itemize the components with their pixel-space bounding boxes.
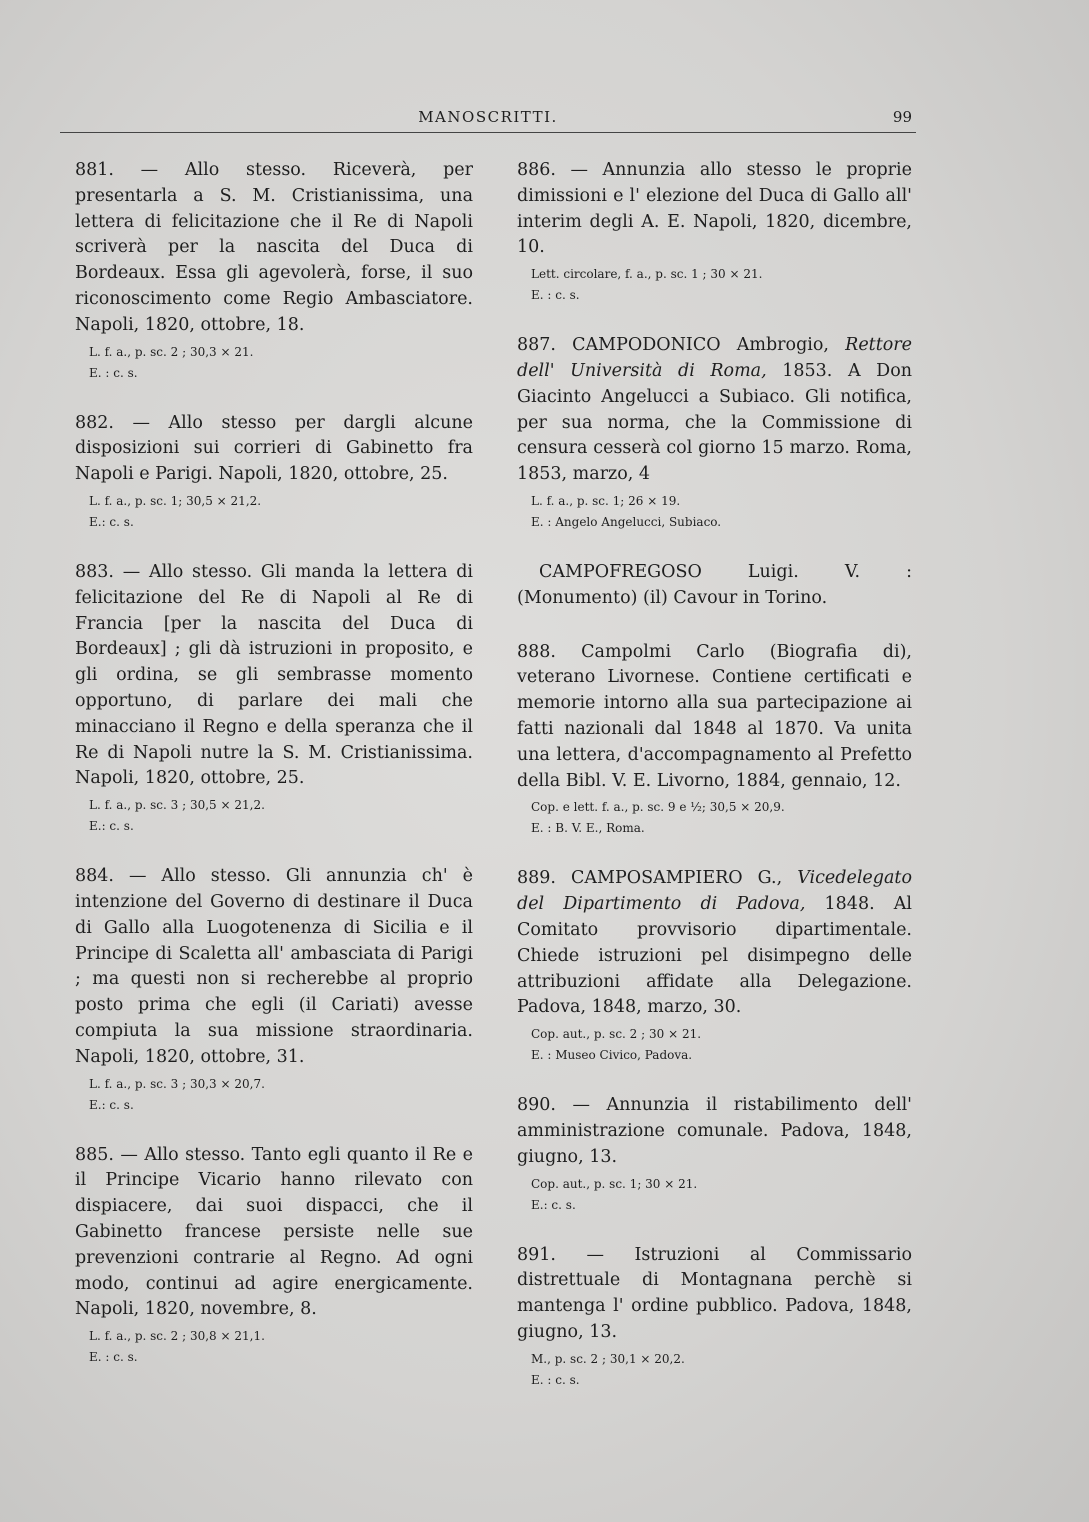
entry-lead: 887. CAMPODONICO Ambrogio, — [517, 335, 846, 356]
entry-text: 886. — Annunzia allo stesso le proprie dimissioni e l' elezione del Duca di Gallo all' interim degli A. E. Napoli, 1820, dicembre, 10. — [517, 160, 912, 258]
entry-note-location: E.: c. s. — [89, 514, 134, 529]
entry-note-location: E. : Angelo Angelucci, Subiaco. — [531, 514, 722, 529]
entry-882 — [75, 411, 473, 530]
entry-891 — [517, 1243, 912, 1388]
entry-889 — [517, 866, 912, 1063]
entry-884 — [75, 864, 473, 1112]
left-column — [75, 158, 473, 1395]
right-column — [517, 158, 912, 1418]
entry-text: 881. — Allo stesso. Riceverà, per presentarla a S. M. Cristianissima, una lettera di felicitazione che il Re di Napoli scriverà per la nascita del Duca di Bordeaux. Essa gli agevolerà, forse, il suo riconoscimento come Regio Ambasciatore. Napoli, 1820, ottobre, 18. — [75, 160, 473, 335]
entry-890 — [517, 1093, 912, 1212]
entry-886 — [517, 158, 912, 303]
entry-note-location: E. : c. s. — [89, 1350, 138, 1365]
entry-text: 888. Campolmi Carlo (Biografia di), veterano Livornese. Contiene certificati e memorie intorno alla sua partecipazione ai fatti nazionali dal 1848 al 1870. Va unita una lettera, d'accompagnamento al Prefetto della Bibl. V. E. Livorno, 1884, gennaio, 12. — [517, 641, 912, 791]
entry-note-physical: L. f. a., p. sc. 3 ; 30,5 × 21,2. — [89, 798, 265, 813]
entry-885 — [75, 1143, 473, 1366]
entry-body: 1848. Al Comitato provvisorio dipartimentale. Chiede istruzioni pel disimpegno delle attribuzioni affidate alla Delegazione. Padova, 1848, marzo, 30. — [517, 894, 912, 1018]
entry-text: 891. — Istruzioni al Commissario distrettuale di Montagnana perchè si mantenga l' ordine pubblico. Padova, 1848, giugno, 13. — [517, 1244, 912, 1342]
entry-title-italic: Rettore dell' Università di Roma, — [517, 335, 912, 381]
entry-note-physical: L. f. a., p. sc. 2 ; 30,8 × 21,1. — [89, 1329, 265, 1344]
entry-note-location: E. : Museo Civico, Padova. — [531, 1048, 693, 1063]
entry-lead: 889. CAMPOSAMPIERO G., — [517, 868, 798, 889]
entry-note-physical: L. f. a., p. sc. 1; 30,5 × 21,2. — [89, 493, 262, 508]
entry-note-location: E. : c. s. — [531, 1372, 580, 1387]
page-number: 99 — [892, 108, 912, 126]
entry-note-physical: Cop. aut., p. sc. 1; 30 × 21. — [531, 1176, 698, 1191]
running-title: MANOSCRITTI. — [418, 108, 558, 126]
entry-text — [517, 866, 912, 1021]
entry-text: 884. — Allo stesso. Gli annunzia ch' è intenzione del Governo di destinare il Duca di Gallo alla Luogotenenza di Sicilia e il Principe di Scaletta all' ambasciata di Parigi ; ma questi non si recherebbe al proprio posto prima che egli (il Cariati) avesse compiuta la sua missione straordinaria. Napoli, 1820, ottobre, 31. — [75, 866, 473, 1067]
entry-note-physical: L. f. a., p. sc. 3 ; 30,3 × 20,7. — [89, 1076, 265, 1091]
entry-888 — [517, 640, 912, 837]
entry-text — [517, 333, 912, 488]
entry-note-location: E. : c. s. — [89, 365, 138, 380]
entry-note-location: E. : B. V. E., Roma. — [531, 821, 645, 836]
entry-note-physical: Lett. circolare, f. a., p. sc. 1 ; 30 × 21. — [531, 267, 763, 282]
entry-note-physical: L. f. a., p. sc. 1; 26 × 19. — [531, 493, 681, 508]
entry-body: 1853. A Don Giacinto Angelucci a Subiaco. Gli notifica, per sua norma, che la Commissione di censura cesserà col giorno 15 marzo. Roma, 1853, marzo, 4 — [517, 360, 913, 485]
entry-883 — [75, 560, 473, 834]
entry-text: 882. — Allo stesso per dargli alcune disposizioni sui corrieri di Gabinetto fra Napoli e Parigi. Napoli, 1820, ottobre, 25. — [75, 412, 473, 485]
entry-note-physical: M., p. sc. 2 ; 30,1 × 20,2. — [531, 1351, 685, 1366]
entry-note-physical: L. f. a., p. sc. 2 ; 30,3 × 21. — [89, 344, 254, 359]
entry-note-physical: Cop. e lett. f. a., p. sc. 9 e ½; 30,5 × 20,9. — [531, 800, 785, 815]
entry-text: 883. — Allo stesso. Gli manda la lettera di felicitazione del Re di Napoli al Re di Francia [per la nascita del Duca di Bordeaux] ; gli dà istruzioni in proposito, e gli ordina, se gli sembrasse momento opportuno, di parlare dei mali che minacciano il Regno e della speranza che il Re di Napoli nutre la S. M. Cristianissima. Napoli, 1820, ottobre, 25. — [75, 561, 473, 789]
entry-note-location: E.: c. s. — [89, 819, 134, 834]
entry-note-location: E.: c. s. — [89, 1097, 134, 1112]
entry-881 — [75, 158, 473, 381]
entry-note-location: E. : c. s. — [531, 288, 580, 303]
entry-note-location: E.: c. s. — [531, 1197, 576, 1212]
entry-text: 890. — Annunzia il ristabilimento dell' amministrazione comunale. Padova, 1848, giugno, 13. — [517, 1095, 912, 1167]
cross-reference-heading: CAMPOFREGOSO Luigi. V. : (Monumento) (il) Cavour in Torino. — [517, 561, 912, 608]
entry-note-physical: Cop. aut., p. sc. 2 ; 30 × 21. — [531, 1027, 702, 1042]
entry-887 — [517, 333, 912, 530]
running-head — [60, 106, 916, 133]
entry-text: 885. — Allo stesso. Tanto egli quanto il Re e il Principe Vicario hanno rilevato con dispiacere, dai suoi dispacci, che il Gabinetto francese persiste nelle sue prevenzioni contrarie al Regno. Ad ogni modo, continui ad agire energicamente. Napoli, 1820, novembre, 8. — [75, 1144, 473, 1320]
entry-title-italic: Vicedelegato del Dipartimento di Padova, — [517, 868, 912, 915]
